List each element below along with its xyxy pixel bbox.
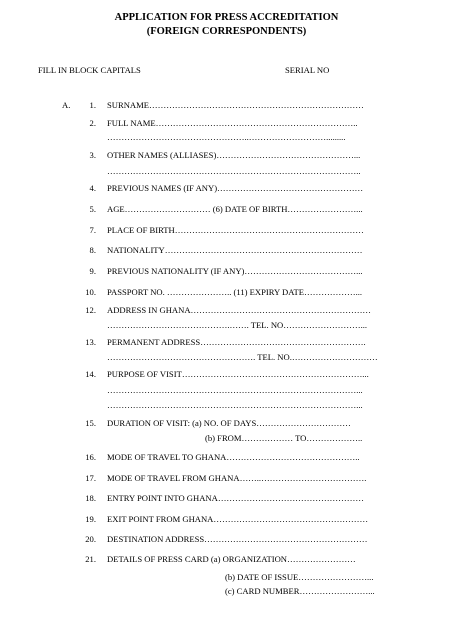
field-permanent-address[interactable]: PERMANENT ADDRESS…………………………………………………. — [107, 337, 366, 347]
field-9-number: 9. — [89, 266, 96, 276]
field-destination-address[interactable]: DESTINATION ADDRESS………………………………………………… — [107, 534, 368, 544]
field-other-names-line2[interactable]: …………………………………………………………………………….. — [107, 166, 361, 176]
field-nationality[interactable]: NATIONALITY…………………………………………………………… — [107, 245, 363, 255]
field-20-number: 20. — [85, 534, 96, 544]
field-surname[interactable]: SURNAME………………………………………………………………… — [107, 100, 364, 110]
field-travel-to-ghana[interactable]: MODE OF TRAVEL TO GHANA……………………………………….. — [107, 452, 360, 462]
field-duration-from-to[interactable]: (b) FROM……………… TO……………….. — [205, 433, 363, 443]
field-exit-point[interactable]: EXIT POINT FROM GHANA……………………………………………… — [107, 514, 369, 524]
field-17-number: 17. — [85, 473, 96, 483]
field-4-number: 4. — [89, 183, 96, 193]
field-address-ghana[interactable]: ADDRESS IN GHANA……………………………………………………… — [107, 305, 372, 315]
serial-no-label: SERIAL NO — [285, 65, 330, 75]
field-previous-names[interactable]: PREVIOUS NAMES (IF ANY)…………………………………………… — [107, 183, 364, 193]
field-passport-expiry[interactable]: PASSPORT NO. ………………….. (11) EXPIRY DATE………………... — [107, 287, 363, 297]
field-18-number: 18. — [85, 493, 96, 503]
field-12-number: 12. — [85, 305, 96, 315]
field-press-card-organization[interactable]: DETAILS OF PRESS CARD (a) ORGANIZATION…………………… — [107, 554, 356, 564]
field-travel-from-ghana[interactable]: MODE OF TRAVEL FROM GHANA……..………………………………. — [107, 473, 367, 483]
field-7-number: 7. — [89, 225, 96, 235]
field-address-ghana-tel[interactable]: …………………………………….……. TEL. NO………………………... — [107, 320, 368, 330]
field-14-number: 14. — [85, 369, 96, 379]
field-19-number: 19. — [85, 514, 96, 524]
field-5-number: 5. — [89, 204, 96, 214]
field-15-number: 15. — [85, 418, 96, 428]
fill-in-instruction: FILL IN BLOCK CAPITALS — [38, 65, 141, 75]
field-purpose-line2[interactable]: ……………………………………………………………………………... — [107, 385, 363, 395]
field-press-card-number[interactable]: (c) CARD NUMBER……………………... — [225, 586, 375, 596]
field-16-number: 16. — [85, 452, 96, 462]
field-21-number: 21. — [85, 554, 96, 564]
field-duration-days[interactable]: DURATION OF VISIT: (a) NO. OF DAYS…………………………… — [107, 418, 351, 428]
field-entry-point[interactable]: ENTRY POINT INTO GHANA…………………………………………… — [107, 493, 364, 503]
form-subtitle: (FOREIGN CORRESPONDENTS) — [146, 26, 307, 37]
field-other-names[interactable]: OTHER NAMES (ALLIASES)…………………………………………... — [107, 150, 361, 160]
form-title: APPLICATION FOR PRESS ACCREDITATION — [114, 12, 339, 23]
section-a-label: A. — [62, 100, 71, 110]
field-press-card-date-of-issue[interactable]: (b) DATE OF ISSUE……………………... — [225, 572, 374, 582]
field-3-number: 3. — [89, 150, 96, 160]
field-8-number: 8. — [89, 245, 96, 255]
field-full-name-line2[interactable]: …………………………………………..………………………......... — [107, 132, 346, 142]
field-full-name[interactable]: FULL NAME…………………………………………………………….. — [107, 118, 358, 128]
field-13-number: 13. — [85, 337, 96, 347]
field-1-number: 1. — [89, 100, 96, 110]
field-10-number: 10. — [85, 287, 96, 297]
field-purpose-of-visit[interactable]: PURPOSE OF VISIT………………………………………………………... — [107, 369, 369, 379]
field-permanent-address-tel[interactable]: ……………………………………………. TEL. NO.………………………… — [107, 352, 378, 362]
field-place-of-birth[interactable]: PLACE OF BIRTH………………………………………………………… — [107, 225, 364, 235]
field-age-dob[interactable]: AGE………………………… (6) DATE OF BIRTH……………………... — [107, 204, 363, 214]
field-purpose-line3[interactable]: ……………………………………………………………………………... — [107, 400, 363, 410]
field-2-number: 2. — [89, 118, 96, 128]
field-previous-nationality[interactable]: PREVIOUS NATIONALITY (IF ANY)…………………………………... — [107, 266, 363, 276]
